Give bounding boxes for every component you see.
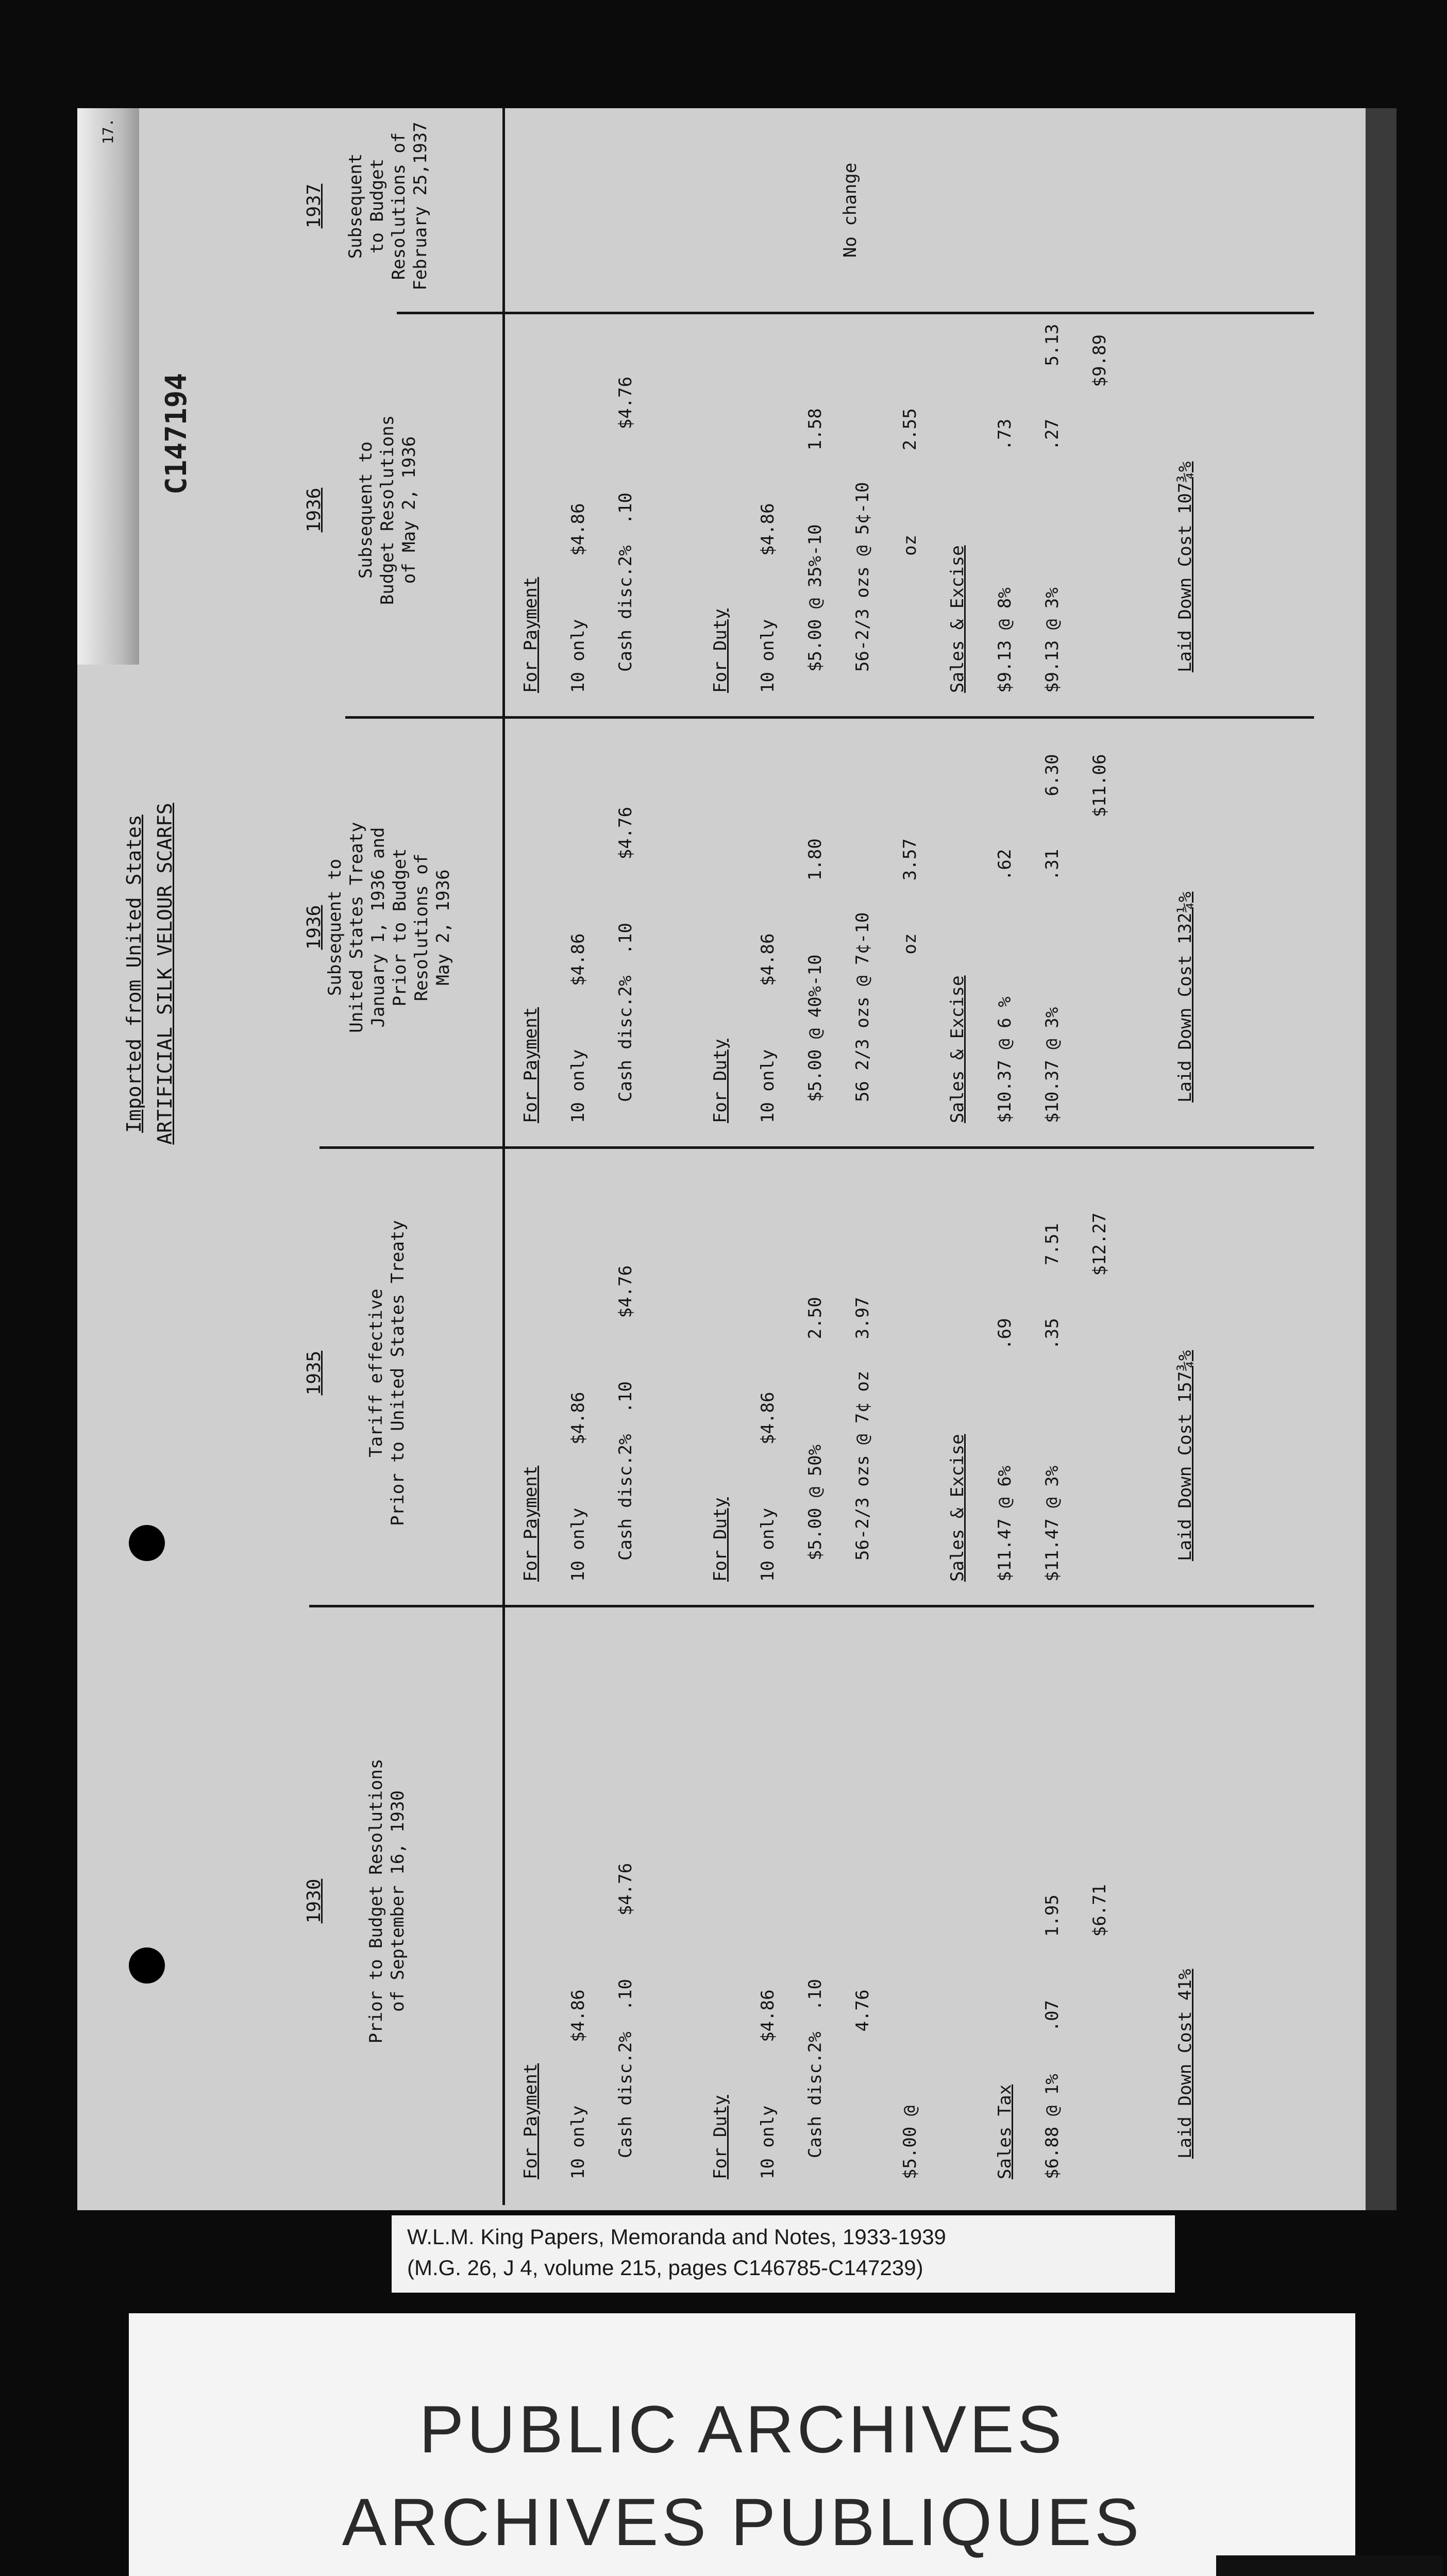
table-line: 10 only $4.86: [758, 503, 778, 693]
header-divider: [502, 108, 505, 2205]
table-line: $6.88 @ 1% .07 1.95: [1042, 1894, 1063, 2179]
column-heading-line: United States Treaty: [346, 822, 367, 1033]
table-line: 56-2/3 ozs @ 5¢-10: [852, 482, 873, 693]
table-line: 10 only $4.86: [568, 503, 588, 693]
laid-down-cost: Laid Down Cost 107¾%: [1175, 461, 1196, 672]
table-line: Sales & Excise: [947, 545, 968, 693]
table-line: $5.00 @ 50% 2.50: [805, 1297, 826, 1582]
table-line: 10 only $4.86: [758, 933, 778, 1123]
table-line: Sales & Excise: [947, 975, 968, 1123]
table-line: $5.00 @ 35%-10 1.58: [805, 408, 826, 693]
table-line: $5.00 @: [900, 2105, 920, 2179]
column-heading-line: of September 16, 1930: [388, 1790, 408, 2012]
column-divider: [345, 716, 1314, 719]
table-line: 10 only $4.86: [568, 1392, 588, 1582]
table-line: oz 2.55: [900, 408, 920, 693]
header-product: ARTIFICIAL SILK VELOUR SCARFS: [154, 803, 176, 1145]
table-line: For Payment: [520, 577, 541, 693]
table-line: 56 2/3 ozs @ 7¢-10: [852, 912, 873, 1123]
column-divider: [397, 312, 1314, 314]
card-line-2: ARCHIVES PUBLIQUES: [342, 2484, 1142, 2560]
column-divider: [309, 1605, 1314, 1607]
column-heading-line: to Budget: [367, 158, 388, 254]
table-line: Sales & Excise: [947, 1434, 968, 1582]
table-line: Cash disc.2% .10 $4.76: [615, 376, 636, 693]
table-line: $10.37 @ 6 % .62: [995, 849, 1015, 1123]
card-line-1: PUBLIC ARCHIVES: [419, 2392, 1065, 2467]
table-line: Sales Tax: [995, 2084, 1015, 2179]
column-heading-line: Prior to United States Treaty: [388, 1220, 408, 1526]
document-number: C147194: [160, 372, 193, 495]
table-line: 10 only $4.86: [758, 1392, 778, 1582]
table-line: For Duty: [710, 1039, 731, 1123]
column-year: 1935: [304, 1350, 325, 1396]
table-line: $6.71: [1089, 1884, 1110, 2179]
table-line: $9.89: [1089, 334, 1110, 693]
sheet-edge-shadow: [1366, 108, 1396, 2210]
table-line: Cash disc.2% .10 $4.76: [615, 1265, 636, 1582]
column-heading-line: Prior to Budget Resolutions: [366, 1758, 386, 2044]
logo-backing: [1216, 2555, 1443, 2576]
column-heading-line: Subsequent to: [325, 858, 345, 996]
table-line: 4.76: [852, 1989, 873, 2179]
label-line-1: W.L.M. King Papers, Memoranda and Notes, 1933-1939: [407, 2225, 946, 2249]
laid-down-cost: Laid Down Cost 132¼%: [1175, 891, 1196, 1103]
column-heading-line: May 2, 1936: [433, 869, 453, 986]
table-line: $12.27: [1089, 1212, 1110, 1582]
column-year: 1936: [304, 905, 325, 950]
label-line-2: (M.G. 26, J 4, volume 215, pages C146785-C147239): [407, 2256, 923, 2280]
table-line: $10.37 @ 3% .31 6.30: [1042, 754, 1063, 1123]
laid-down-cost: Laid Down Cost 41%: [1175, 1969, 1196, 2159]
archive-card: [129, 2313, 1355, 2576]
laid-down-cost: Laid Down Cost 157¾%: [1175, 1350, 1196, 1561]
table-line: For Duty: [710, 2095, 731, 2179]
column-heading-line: Resolutions of: [411, 853, 432, 1002]
table-line: For Payment: [520, 1465, 541, 1582]
table-line: $9.13 @ 8% .73: [995, 418, 1015, 693]
column-heading-line: Subsequent to: [356, 441, 376, 579]
column-divider: [319, 1146, 1314, 1149]
table-line: $11.47 @ 6% .69: [995, 1318, 1015, 1582]
column-year: 1930: [304, 1878, 325, 1924]
corner-mark: 17.: [99, 118, 116, 144]
table-line: 10 only $4.86: [568, 1989, 588, 2179]
column-heading-line: Resolutions of: [389, 132, 409, 280]
archive-reference-label: [392, 2215, 1175, 2293]
table-line: Cash disc.2% .10 $4.76: [615, 1862, 636, 2179]
table-line: For Payment: [520, 2063, 541, 2179]
table-line: 10 only $4.86: [758, 1989, 778, 2179]
column-note: No change: [840, 162, 861, 258]
table-line: 56-2/3 ozs @ 7¢ oz 3.97: [852, 1297, 873, 1582]
column-year: 1936: [304, 487, 325, 533]
column-heading-line: Prior to Budget: [390, 848, 410, 1007]
header-origin: Imported from United States: [123, 815, 145, 1133]
column-heading-line: Tariff effective: [366, 1289, 386, 1458]
column-year: 1937: [304, 183, 325, 229]
column-heading-line: of May 2, 1936: [399, 436, 419, 584]
table-line: oz 3.57: [900, 838, 920, 1123]
table-line: $11.06: [1089, 754, 1110, 1123]
table-line: $9.13 @ 3% .27 5.13: [1042, 324, 1063, 693]
table-line: For Payment: [520, 1007, 541, 1123]
rotated-document: [77, 108, 1366, 2210]
column-heading-line: Budget Resolutions: [377, 415, 398, 605]
table-line: For Duty: [710, 608, 731, 693]
column-heading-line: January 1, 1936 and: [368, 827, 389, 1028]
table-line: For Duty: [710, 1497, 731, 1582]
table-line: 10 only $4.86: [568, 933, 588, 1123]
table-line: Cash disc.2% .10 $4.76: [615, 806, 636, 1123]
column-heading-line: Subsequent: [345, 153, 366, 259]
column-heading-line: February 25,1937: [410, 122, 431, 291]
table-line: $11.47 @ 3% .35 7.51: [1042, 1223, 1063, 1582]
table-line: Cash disc.2% .10: [805, 1979, 826, 2179]
table-line: $5.00 @ 40%-10 1.80: [805, 838, 826, 1123]
